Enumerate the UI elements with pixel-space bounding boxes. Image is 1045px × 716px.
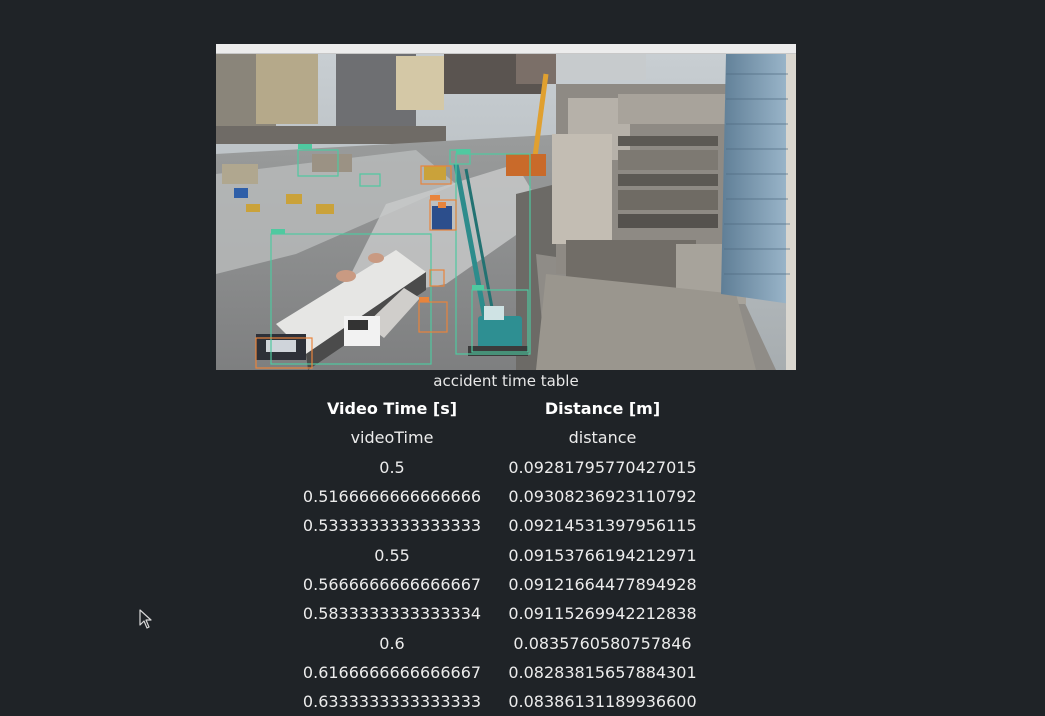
cell-distance: 0.09115269942212838 [508, 604, 697, 624]
cell-distance: 0.08386131189936600 [508, 692, 697, 712]
cell-distance: 0.09308236923110792 [508, 487, 697, 507]
table-header-row [288, 394, 709, 423]
cell-video-time: 0.55 [374, 545, 410, 565]
table-row [288, 482, 709, 511]
construction-site-video-frame [216, 54, 796, 370]
cell-video-time: 0.5833333333333334 [302, 604, 482, 624]
video-player[interactable] [216, 44, 796, 370]
table-row [288, 658, 709, 687]
table-row [288, 687, 709, 716]
cell-distance: 0.0835760580757846 [513, 633, 692, 653]
cell-distance: 0.09214531397956115 [508, 516, 697, 536]
table-row [288, 511, 709, 540]
table-row [288, 453, 709, 482]
table-row [288, 540, 709, 569]
accident-time-table [288, 394, 709, 716]
cell-video-time: 0.5333333333333333 [302, 516, 482, 536]
table-field-row [288, 423, 709, 452]
header-distance: Distance [m] [544, 399, 661, 419]
cell-video-time: 0.5666666666666667 [302, 574, 482, 594]
cell-distance: 0.09153766194212971 [508, 545, 697, 565]
table-row [288, 570, 709, 599]
field-distance: distance [568, 428, 637, 448]
header-video-time: Video Time [s] [326, 399, 458, 419]
cell-video-time: 0.6166666666666667 [302, 662, 482, 682]
cell-video-time: 0.5166666666666666 [302, 487, 482, 507]
cell-distance: 0.08283815657884301 [508, 662, 697, 682]
cell-video-time: 0.5 [379, 457, 405, 477]
field-video-time: videoTime [350, 428, 434, 448]
table-caption: accident time table [433, 372, 579, 390]
cell-distance: 0.09121664477894928 [508, 574, 697, 594]
video-title-bar [216, 44, 796, 54]
table-row [288, 628, 709, 657]
cell-distance: 0.09281795770427015 [508, 457, 697, 477]
mouse-pointer-icon [139, 609, 153, 629]
cell-video-time: 0.6333333333333333 [302, 692, 482, 712]
cell-video-time: 0.6 [379, 633, 405, 653]
table-row [288, 599, 709, 628]
